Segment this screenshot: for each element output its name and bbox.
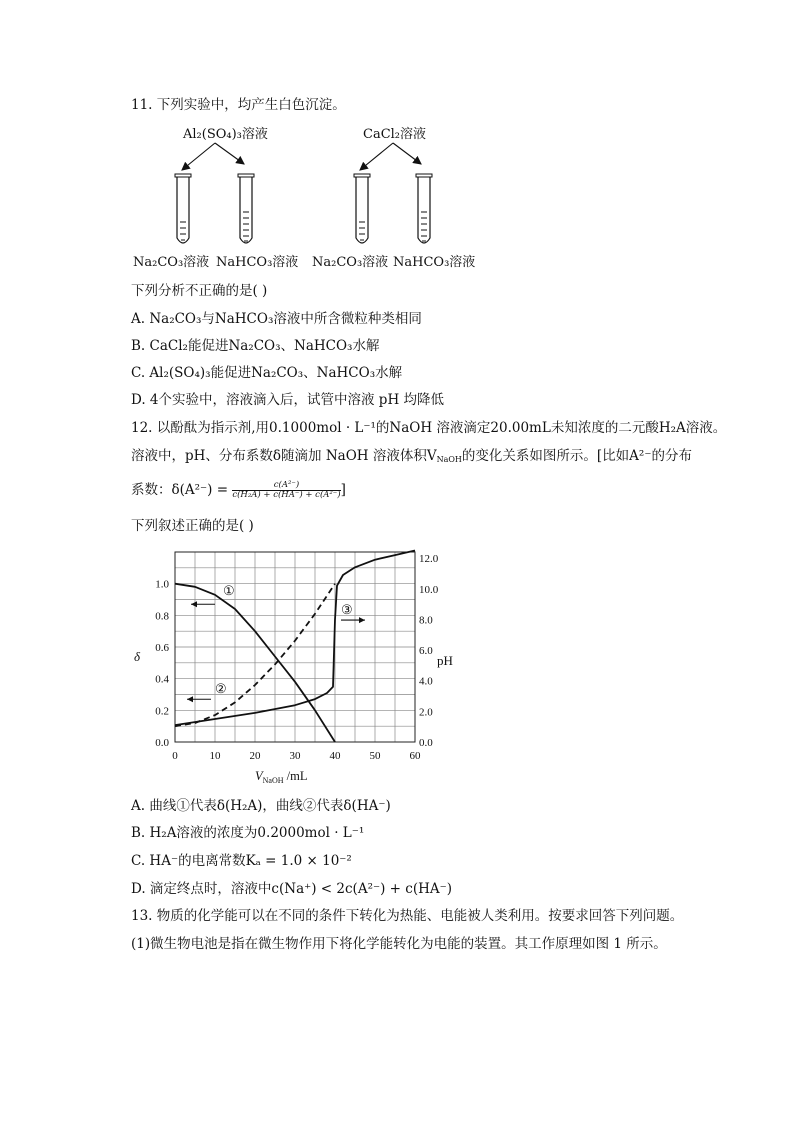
titration-chart [120, 540, 460, 790]
left-tick-label: 0.2 [155, 705, 169, 718]
distribution-fraction: $\frac{\text{c(A²⁻)}}{\text{c(H₂A) + c(HA⁻) + c(A²⁻)}}$ [232, 480, 341, 500]
x-axis-label: $V_{NaOH}$ /mL [255, 769, 308, 785]
q13-line-2: (1)微生物电池是指在微生物作用下将化学能转化为电能的装置。其工作原理如图 1 所示。 [131, 936, 667, 952]
right-tick-label: 0.0 [419, 737, 433, 749]
left-tick-label: 0.6 [155, 642, 169, 654]
curve-2-arrow-head [187, 696, 193, 702]
reagent-label-left: Al₂(SO₄)₃溶液 [183, 127, 268, 142]
test-tube [416, 174, 432, 243]
q13-line-1: 13. 物质的化学能可以在不同的条件下转化为热能、电能被人类利用。按要求回答下列问题。 [131, 908, 684, 924]
q11-option-b: B. CaCl₂能促进Na₂CO₃、NaHCO₃水解 [131, 338, 380, 354]
q12-option-c: C. HA⁻的电离常数Kₐ = 1.0 × 10⁻² [131, 853, 352, 869]
test-tube [354, 174, 370, 243]
q12-option-a: A. 曲线①代表δ(H₂A)，曲线②代表δ(HA⁻) [131, 798, 391, 814]
q12-option-d: D. 滴定终点时，溶液中c(Na⁺) < 2c(A²⁻) + c(HA⁻) [131, 881, 453, 897]
right-tick-label: 6.0 [419, 645, 433, 658]
curve-1-label: ① [223, 583, 235, 598]
curve-3-label: ③ [341, 602, 353, 617]
curve-3-arrow-head [359, 617, 365, 623]
test-tube [238, 174, 254, 243]
tube-label: NaHCO₃溶液 [216, 255, 299, 270]
right-tick-label: 10.0 [419, 583, 439, 596]
tube-label: NaHCO₃溶液 [393, 255, 476, 270]
right-tick-label: 12.0 [419, 553, 439, 566]
q11-option-a: A. Na₂CO₃与NaHCO₃溶液中所含微粒种类相同 [131, 311, 422, 327]
x-tick-label: 40 [329, 750, 341, 762]
q12-option-b: B. H₂A溶液的浓度为0.2000mol · L⁻¹ [131, 825, 365, 841]
reagent-label-right: CaCl₂溶液 [363, 127, 427, 142]
test-tube [175, 174, 191, 243]
x-tick-label: 50 [369, 750, 381, 762]
tube-label: Na₂CO₃溶液 [312, 255, 389, 270]
q11-option-c: C. Al₂(SO₄)₃能促进Na₂CO₃、NaHCO₃水解 [131, 365, 403, 381]
x-tick-label: 10 [209, 750, 221, 762]
q12-line-2: 溶液中，pH、分布系数δ随滴加 NaOH 溶液体积$V_{NaOH}$的变化关系如图所示。[比如A²⁻的分布 [131, 448, 692, 464]
left-tick-label: 0.8 [155, 610, 169, 623]
q12-question: 下列叙述正确的是( ) [131, 518, 254, 534]
q12-line-1: 12. 以酚酞为指示剂,用0.1000mol · L⁻¹的NaOH 溶液滴定20.00mL未知浓度的二元酸H₂A溶液。 [131, 420, 727, 436]
left-tick-label: 1.0 [155, 578, 169, 591]
right-tick-label: 4.0 [419, 675, 433, 688]
x-tick-label: 30 [289, 750, 301, 762]
q11-stem: 11. 下列实验中，均产生白色沉淀。 [131, 97, 346, 113]
q11-option-d: D. 4个实验中，溶液滴入后，试管中溶液 pH 均降低 [131, 392, 445, 408]
x-tick-label: 20 [249, 750, 261, 762]
q11-question: 下列分析不正确的是( ) [131, 283, 268, 299]
curve-2-label: ② [215, 681, 227, 697]
x-tick-label: 60 [409, 750, 421, 762]
right-axis-label: pH [437, 653, 453, 668]
left-tick-label: 0.0 [155, 737, 169, 749]
right-tick-label: 8.0 [419, 614, 433, 627]
q12-line-3: 系数：δ(A²⁻) = $\frac{\text{c(A²⁻)}}{\text{c(H₂A) + c(HA⁻) + c(A²⁻)}}$ ] [131, 480, 346, 500]
x-tick-label: 0 [172, 750, 178, 762]
left-axis-label: δ [134, 649, 141, 664]
left-tick-label: 0.4 [155, 673, 169, 686]
curve-1-arrow-head [191, 601, 197, 607]
tube-label: Na₂CO₃溶液 [133, 255, 210, 270]
right-tick-label: 2.0 [419, 706, 433, 719]
